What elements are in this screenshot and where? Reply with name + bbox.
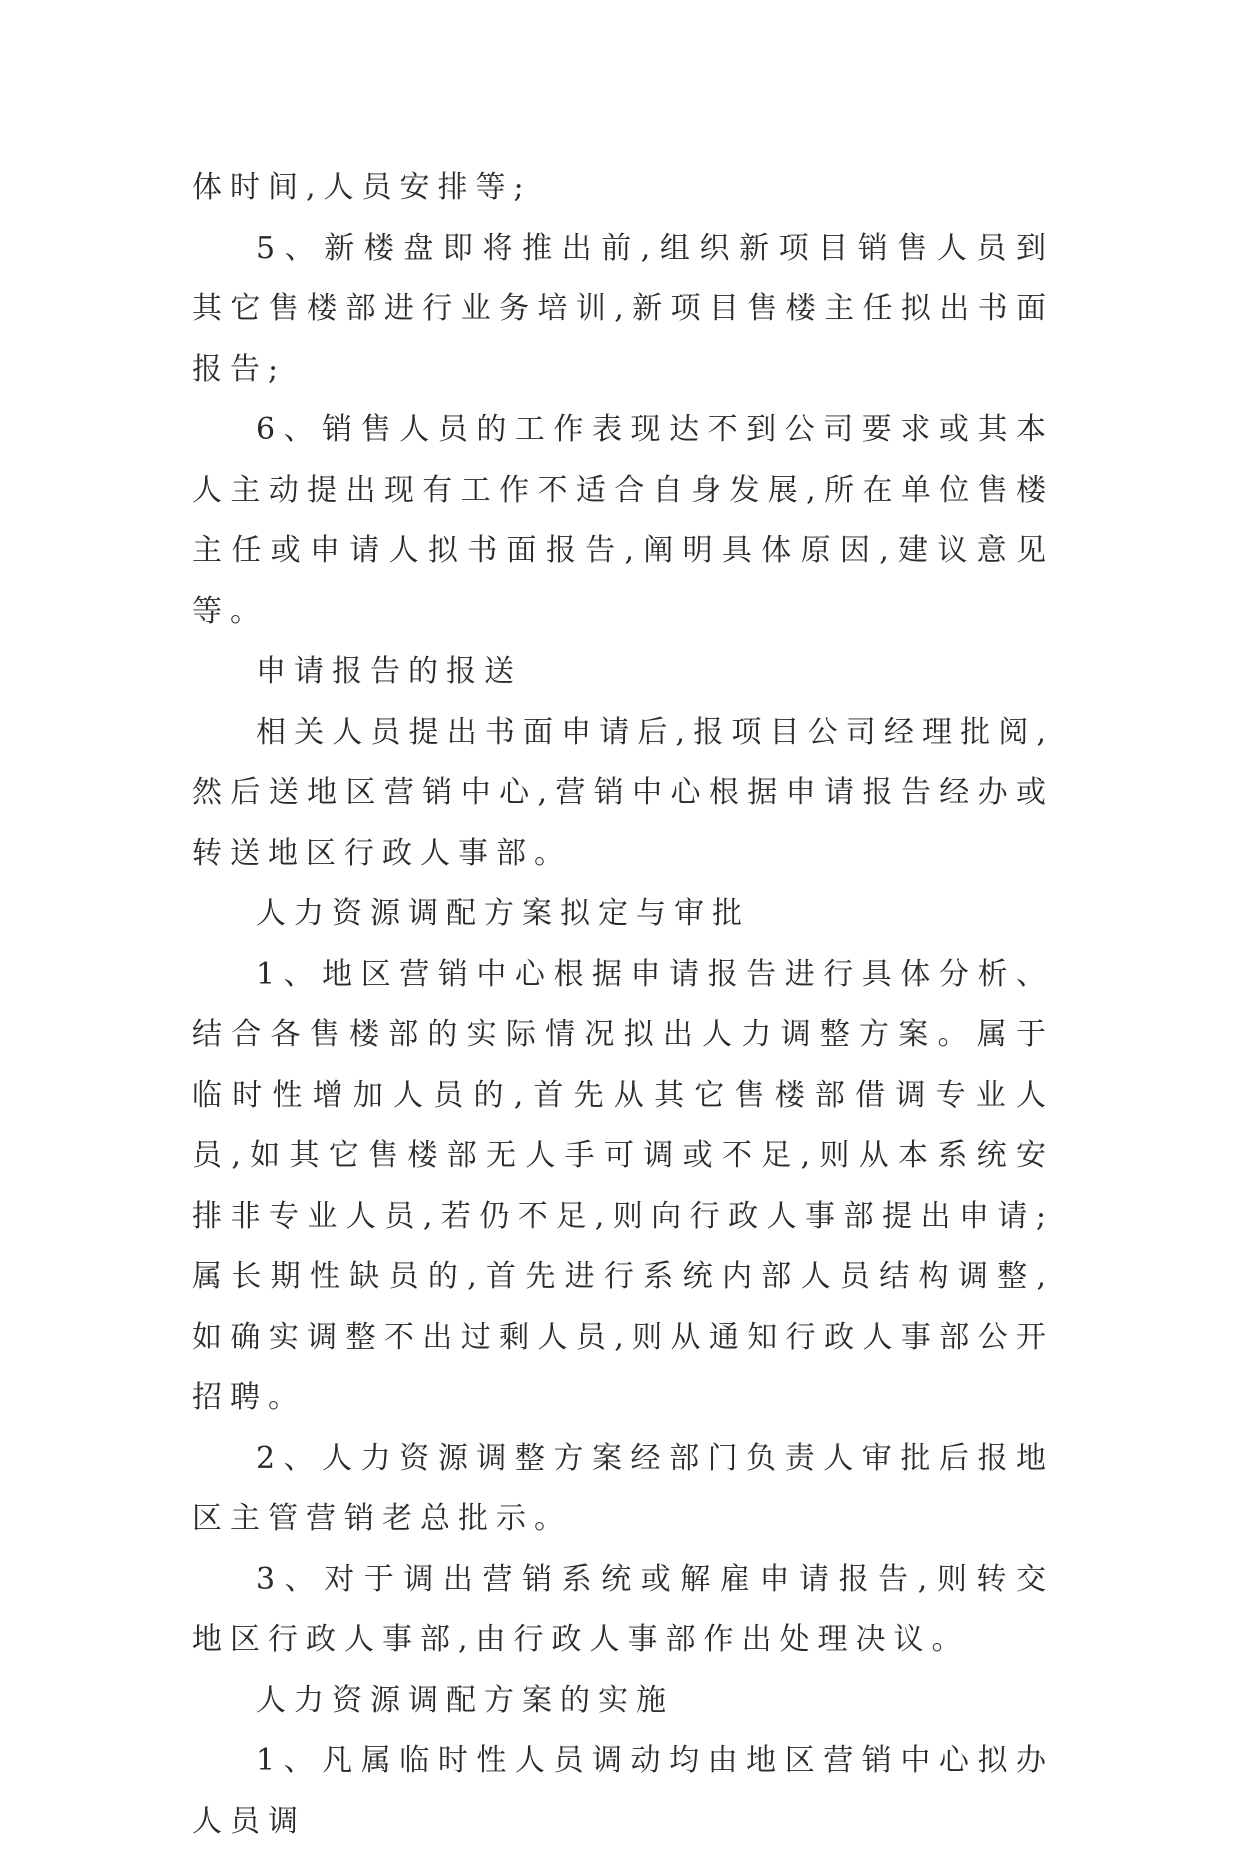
paragraph-continuation: 体时间,人员安排等; xyxy=(192,170,532,205)
paragraph-item-5: 5、新楼盘即将推出前,组织新项目销售人员到其它售楼部进行业务培训,新项目售楼主任拟出书面报告; xyxy=(192,230,1054,387)
paragraph-plan-item-3: 3、对于调出营销系统或解雇申请报告,则转交地区行政人事部,由行政人事部作出处理决议。 xyxy=(192,1561,1054,1657)
document-body xyxy=(192,158,1054,1852)
paragraph-item-6: 6、销售人员的工作表现达不到公司要求或其本人主动提出现有工作不适合自身发展,所在单位售楼主任或申请人拟书面报告,阐明具体原因,建议意见等。 xyxy=(192,412,1054,629)
section-heading-report-submission: 申请报告的报送 xyxy=(256,654,522,689)
section-heading-plan-implementation: 人力资源调配方案的实施 xyxy=(256,1682,674,1718)
paragraph-plan-item-1: 1、地区营销中心根据申请报告进行具体分析、结合各售楼部的实际情况拟出人力调整方案。属于临时性增加人员的,首先从其它售楼部借调专业人员,如其它售楼部无人手可调或不足,则从本系统安排非专业人员,若仍不足,则向行政人事部提出申请;属长期性缺员的,首先进行系统内部人员结构调整,如确实调整不出过剩人员,则从通知行政人事部公开招聘。 xyxy=(192,956,1054,1415)
paragraph-report-submission: 相关人员提出书面申请后,报项目公司经理批阅,然后送地区营销中心,营销中心根据申请报告经办或转送地区行政人事部。 xyxy=(192,714,1054,871)
paragraph-implementation-item-1: 1、凡属临时性人员调动均由地区营销中心拟办人员调 xyxy=(192,1743,1054,1839)
paragraph-plan-item-2: 2、人力资源调整方案经部门负责人审批后报地区主管营销老总批示。 xyxy=(192,1440,1054,1536)
section-heading-plan-approval: 人力资源调配方案拟定与审批 xyxy=(256,896,750,931)
